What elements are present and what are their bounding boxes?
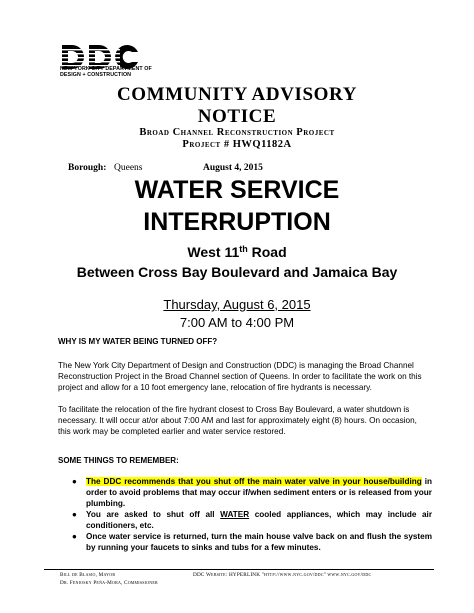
notice-title-line1: COMMUNITY ADVISORY — [116, 84, 358, 105]
remember-list — [72, 476, 432, 553]
road-between: Between Cross Bay Boulevard and Jamaica Bay — [76, 264, 398, 280]
bullet-icon: ● — [72, 510, 77, 519]
bullet-text: in order to avoid problems that may occur if/when sediment enters or is released from your plumbing. — [86, 477, 432, 508]
list-item — [72, 509, 432, 531]
logo-subtitle-line2: DESIGN + CONSTRUCTION — [60, 72, 132, 78]
list-item — [72, 476, 432, 509]
notice-date: August 4, 2015 — [203, 163, 263, 173]
paragraph-2: To facilitate the relocation of the fire hydrant closest to Cross Bay Boulevard, a water shutdown is necessary. It will occur at/or about 7:00 AM and last for approximately eight (8) hours. On occasion, this work may be completed earlier and water service restored. — [58, 405, 417, 436]
project-number: Project # HWQ1182A — [182, 139, 292, 150]
logo-subtitle-line1: NEW YORK CITY DEPARTMENT OF — [60, 66, 152, 72]
headline-line1: WATER SERVICE — [134, 176, 340, 204]
bullet-icon: ● — [72, 532, 77, 541]
footer-mayor: Bill de Blasio, Mayor — [60, 572, 116, 578]
remember-heading: SOME THINGS TO REMEMBER: — [58, 456, 179, 465]
borough-label: Borough: — [68, 163, 107, 173]
paragraph-1: The New York City Department of Design and Construction (DDC) is managing the Broad Channel Reconstruction Project in the Broad Channel section of Queens. In order to facilitate the work on this project and allow for a 10 foot emergency lane, relocation of fire hydrants is necessary. — [58, 361, 422, 392]
footer-divider — [44, 569, 434, 570]
road-name — [0, 244, 474, 260]
bullet-text: Once water service is returned, turn the main house valve back on and flush the system by running your faucets to sinks and tubs for a few minutes. — [86, 532, 432, 552]
road-suffix: Road — [247, 244, 287, 260]
logo-subtitle — [60, 66, 152, 78]
underlined-text: WATER — [220, 510, 250, 519]
interruption-time: 7:00 AM to 4:00 PM — [179, 315, 295, 330]
bullet-text: cooled appliances, which may include air conditioners, etc. — [86, 510, 433, 530]
borough-value: Queens — [114, 163, 143, 173]
why-heading: WHY IS MY WATER BEING TURNED OFF? — [58, 337, 218, 346]
interruption-day: Thursday, August 6, 2015 — [163, 297, 311, 312]
road-ordinal: th — [239, 244, 248, 254]
bullet-text: You are asked to shut off all — [86, 510, 221, 519]
bullet-icon: ● — [72, 477, 77, 486]
notice-title-line2: NOTICE — [197, 106, 277, 127]
footer-website: DDC Website: HYPERLINK "http://www.nyc.gov/ddc" www.nyc.gov/ddc — [193, 572, 372, 578]
list-item — [72, 531, 432, 553]
highlighted-text: The DDC recommends that you shut off the main water valve in your house/building — [86, 477, 422, 486]
footer-commissioner: Dr. Feniosky Peña-Mora, Commissioner — [60, 580, 158, 586]
road-prefix: West 11 — [187, 244, 240, 260]
project-name: Broad Channel Reconstruction Project — [139, 127, 335, 138]
headline-line2: INTERRUPTION — [143, 208, 331, 236]
